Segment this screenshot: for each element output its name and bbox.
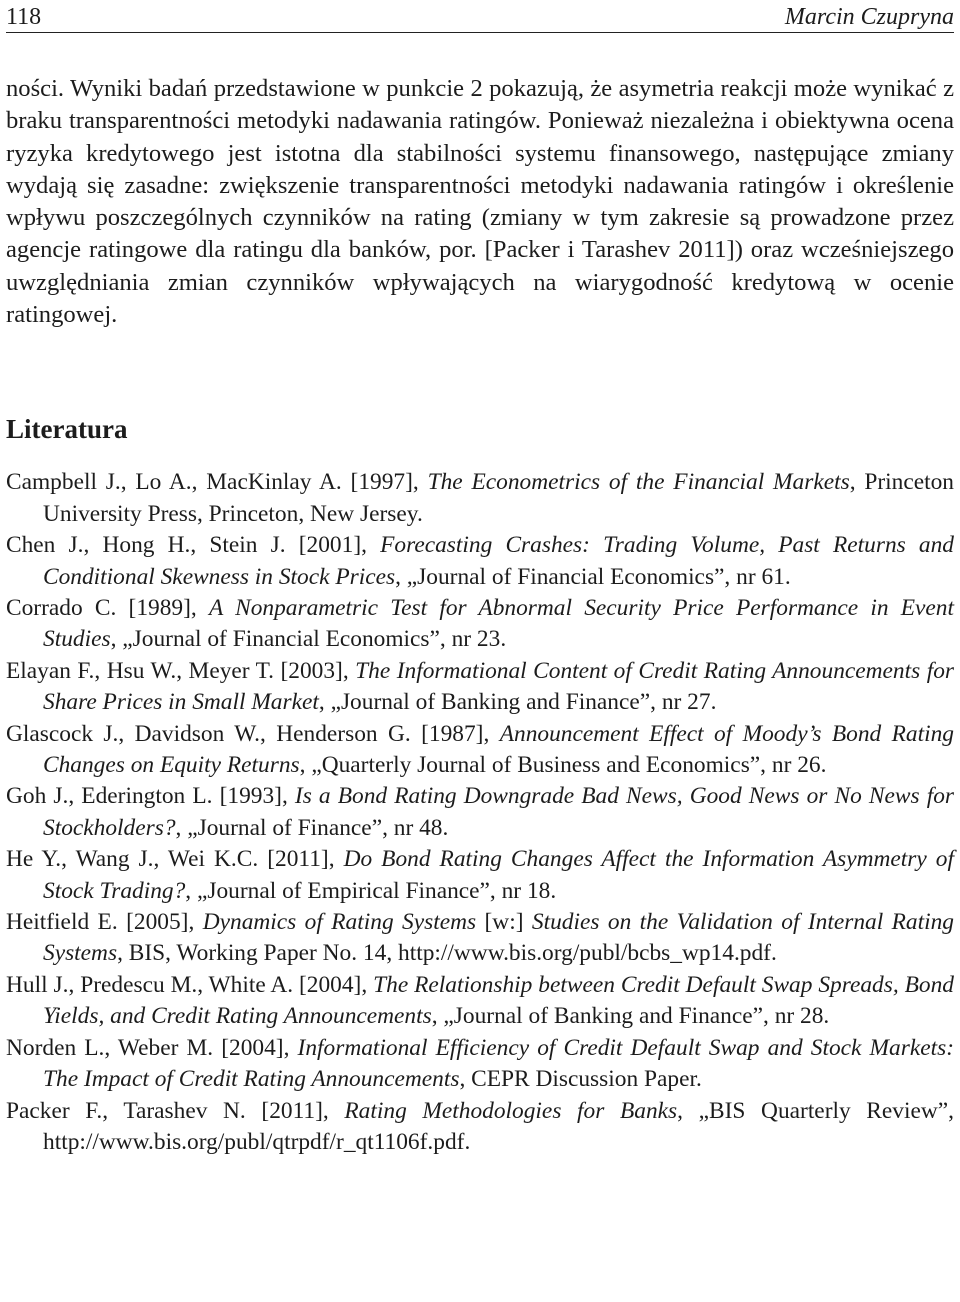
reference-item: Campbell J., Lo A., MacKinlay A. [1997], The Econometrics of the Financial Markets, Princeton University Press, Princeton, New Jersey. <box>6 469 955 527</box>
reference-item: Elayan F., Hsu W., Meyer T. [2003], The Informational Content of Credit Rating Announcements for Share Prices in Small Market, „Journal of Banking and Finance”, nr 27. <box>6 657 954 716</box>
running-author: Marcin Czupryna <box>784 4 954 30</box>
reference-item: Heitfield E. [2005], Dynamics of Rating Systems [w:] Studies on the Validation of Internal Rating Systems, BIS, Working Paper No. 14, http://www.bis.org/publ/bcbs_wp14.pdf. <box>6 909 954 967</box>
reference-item: He Y., Wang J., Wei K.C. [2011], Do Bond Rating Changes Affect the Information Asymmetry of Stock Trading?, „Journal of Empirical Finance”, nr 18. <box>6 846 954 904</box>
section-title: Literatura <box>6 414 128 445</box>
reference-list <box>6 467 954 1158</box>
body-paragraph: ności. Wyniki badań przedstawione w punkcie 2 pokazują, że asymetria reakcji może wynikać z braku transparentności metodyki nadawania ratingów. Ponieważ niezależna i obiektywna ocena ryzyka kredytowego jest istotna dla stabilności systemu finansowego, następujące zmiany wydają się zasadne: zwiększenie transparentności metodyki nadawania ratingów i określenie wpływu poszczególnych czynników na rating (zmiany w tym zakresie są prowadzone przez agencje ratingowe dla ratingu dla banków, por. [Packer i Tarashev 2011]) oraz wcześniejszego uwzględniania zmian czynników wpływających na wiarygodność kredytową w ocenie ratingowej. <box>6 75 954 329</box>
reference-item: Glascock J., Davidson W., Henderson G. [1987], Announcement Effect of Moody’s Bond Rating Changes on Equity Returns, „Quarterly Journal of Business and Economics”, nr 26. <box>6 720 954 779</box>
reference-item: Hull J., Predescu M., White A. [2004], The Relationship between Credit Default Swap Spreads, Bond Yields, and Credit Rating Announcements, „Journal of Banking and Finance”, nr 28. <box>6 971 954 1030</box>
running-header <box>6 0 954 33</box>
reference-item: Corrado C. [1989], A Nonparametric Test for Abnormal Security Price Performance in Event Studies, „Journal of Financial Economics”, nr 23. <box>6 595 954 653</box>
reference-item: Packer F., Tarashev N. [2011], Rating Methodologies for Banks, „BIS Quarterly Review”, http://www.bis.org/publ/qtrpdf/r_qt1106f.pdf. <box>6 1097 954 1155</box>
reference-item: Norden L., Weber M. [2004], Informational Efficiency of Credit Default Swap and Stock Markets: The Impact of Credit Rating Announcements, CEPR Discussion Paper. <box>6 1034 954 1093</box>
reference-item: Goh J., Ederington L. [1993], Is a Bond Rating Downgrade Bad News, Good News or No News for Stockholders?, „Journal of Finance”, nr 48. <box>6 783 954 841</box>
page-number: 118 <box>6 4 42 30</box>
reference-item: Chen J., Hong H., Stein J. [2001], Forecasting Crashes: Trading Volume, Past Returns and Conditional Skewness in Stock Prices, „Journal of Financial Economics”, nr 61. <box>6 532 954 590</box>
